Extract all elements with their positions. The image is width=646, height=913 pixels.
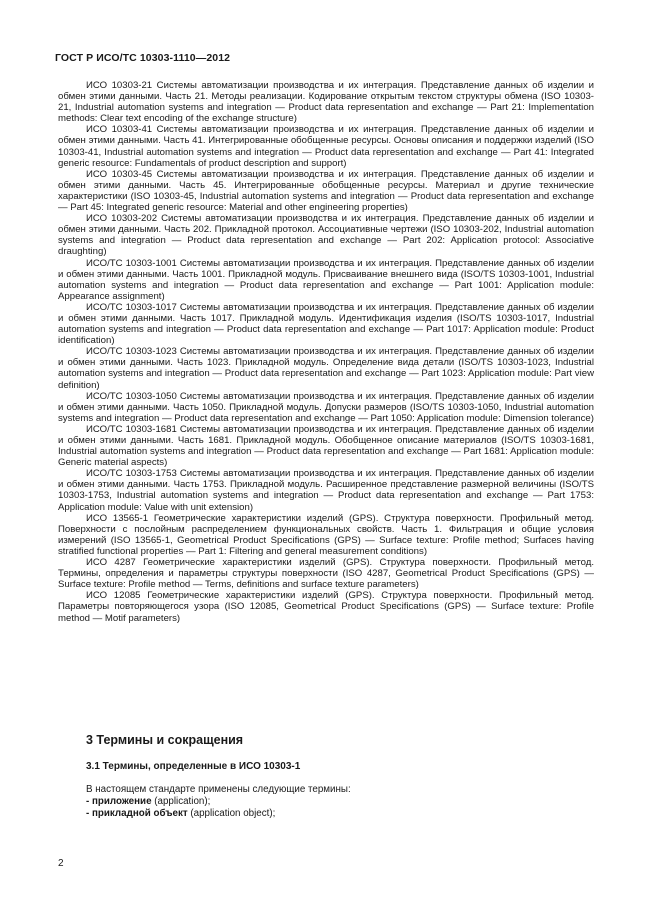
- term-item: [86, 808, 586, 820]
- reference-item: ИСО 10303-21 Системы автоматизации производства и их интеграция. Представление данных об изделии и обмен этими данными. Часть 21. Методы реализации. Кодирование открытым текстом структуры обмена (ISO 10303-21, Industrial automation systems and integration — Product data representation and exchange — Part 21: Implementation methods: Clear text encoding of the exchange structure): [58, 80, 594, 125]
- reference-item: ИСО/ТС 10303-1681 Системы автоматизации производства и их интеграция. Представление данных об изделии и обмен этими данными. Часть 1681. Прикладной модуль. Обобщенное описание материалов (ISO/TS 10303-1681, Industrial automation systems and integration — Product data representation and exchange — Part 1681: Application module: Generic material aspects): [58, 423, 594, 469]
- term-name: приложение: [91, 796, 152, 807]
- section-title: 3 Термины и сокращения: [86, 733, 244, 747]
- term-english: (application object);: [187, 808, 276, 819]
- page-number: 2: [58, 858, 64, 869]
- term-english: (application);: [151, 796, 211, 807]
- reference-item: ИСО/ТС 10303-1017 Системы автоматизации производства и их интеграция. Представление данных об изделии и обмен этими данными. Часть 1017. Прикладной модуль. Идентификация изделия (ISO/TS 10303-1017, Industrial automation systems and integration — Product data representation and exchange — Part 1017: Application module: Product identification): [58, 301, 594, 347]
- normative-references: [58, 80, 594, 624]
- reference-item: ИСО 13565-1 Геометрические характеристики изделий (GPS). Структура поверхности. Профильный метод. Поверхности с послойным распределением функциональных свойств. Часть 1. Фильтрация и общие условия измерений (ISO 13565-1, Geometrical Product Specifications (GPS) — Surface texture: Profile method; Surfaces having stratified functional properties — Part 1: Filtering and general measurement conditions): [58, 512, 594, 557]
- reference-item: ИСО 10303-45 Системы автоматизации производства и их интеграция. Представление данных об изделии и обмен этими данными. Часть 45. Интегрированные обобщенные ресурсы. Материал и другие технические характеристики (ISO 10303-45, Industrial automation systems and integration — Product data representation and exchange — Part 45: Integrated generic resource: Material and other engineering properties): [58, 168, 594, 214]
- reference-item: ИСО 12085 Геометрические характеристики изделий (GPS). Структура поверхности. Профильный метод. Параметры повторяющегося узора (ISO 12085, Geometrical Product Specifications (GPS) — Surface texture: Profile method — Motif parameters): [58, 590, 594, 624]
- term-dash: -: [86, 796, 92, 807]
- reference-item: ИСО/ТС 10303-1050 Системы автоматизации производства и их интеграция. Представление данных об изделии и обмен этими данными. Часть 1050. Прикладной модуль. Допуски размеров (ISO/TS 10303-1050, Industrial automation systems and integration — Product data representation and exchange — Part 1050: Application module: Dimension tolerance): [58, 390, 594, 424]
- intro-text: В настоящем стандарте применены следующие термины:: [86, 784, 351, 795]
- term-dash: -: [86, 808, 92, 819]
- reference-item: ИСО/ТС 10303-1753 Системы автоматизации производства и их интеграция. Представление данных об изделии и обмен этими данными. Часть 1753. Прикладной модуль. Расширенное представление размерной величины (ISO/TS 10303-1753, Industrial automation systems and integration — Product data representation and exchange — Part 1753: Application module: Value with unit extension): [58, 468, 594, 513]
- reference-item: ИСО 4287 Геометрические характеристики изделий (GPS). Структура поверхности. Профильный метод. Термины, определения и параметры структуры поверхности (ISO 4287, Geometrical Product Specifications (GPS) — Surface texture: Profile method — Terms, definitions and surface texture parameters): [58, 557, 594, 591]
- terms-block: [86, 784, 586, 820]
- document-header: ГОСТ Р ИСО/ТС 10303-1110—2012: [55, 52, 231, 64]
- reference-item: ИСО 10303-202 Системы автоматизации производства и их интеграция. Представление данных об изделии и обмен этими данными. Часть 202. Прикладной протокол. Ассоциативные чертежи (ISO 10303-202, Industrial automation systems and integration — Product data representation and exchange — Part 202: Application protocol: Associative draughting): [58, 213, 594, 258]
- term-item: [86, 796, 586, 808]
- subsection-title: 3.1 Термины, определенные в ИСО 10303-1: [86, 761, 301, 772]
- reference-item: ИСО 10303-41 Системы автоматизации производства и их интеграция. Представление данных об изделии и обмен этими данными. Часть 41. Интегрированные обобщенные ресурсы. Основы описания и поддержки изделий (ISO 10303-41, Industrial automation systems and integration — Product data representation and exchange — Part 41: Integrated generic resource: Fundamentals of product description and support): [58, 124, 594, 169]
- reference-item: ИСО/ТС 10303-1023 Системы автоматизации производства и их интеграция. Представление данных об изделии и обмен этими данными. Часть 1023. Прикладной модуль. Определение вида детали (ISO/TS 10303-1023, Industrial automation systems and integration — Product data representation and exchange — Part 1023: Application module: Part view definition): [58, 346, 594, 391]
- term-name: прикладной объект: [91, 808, 188, 819]
- reference-item: ИСО/ТС 10303-1001 Системы автоматизации производства и их интеграция. Представление данных об изделии и обмен этими данными. Часть 1001. Прикладной модуль. Присваивание внешнего вида (ISO/TS 10303-1001, Industrial automation systems and integration — Product data representation and exchange — Part 1001: Application module: Appearance assignment): [58, 257, 594, 302]
